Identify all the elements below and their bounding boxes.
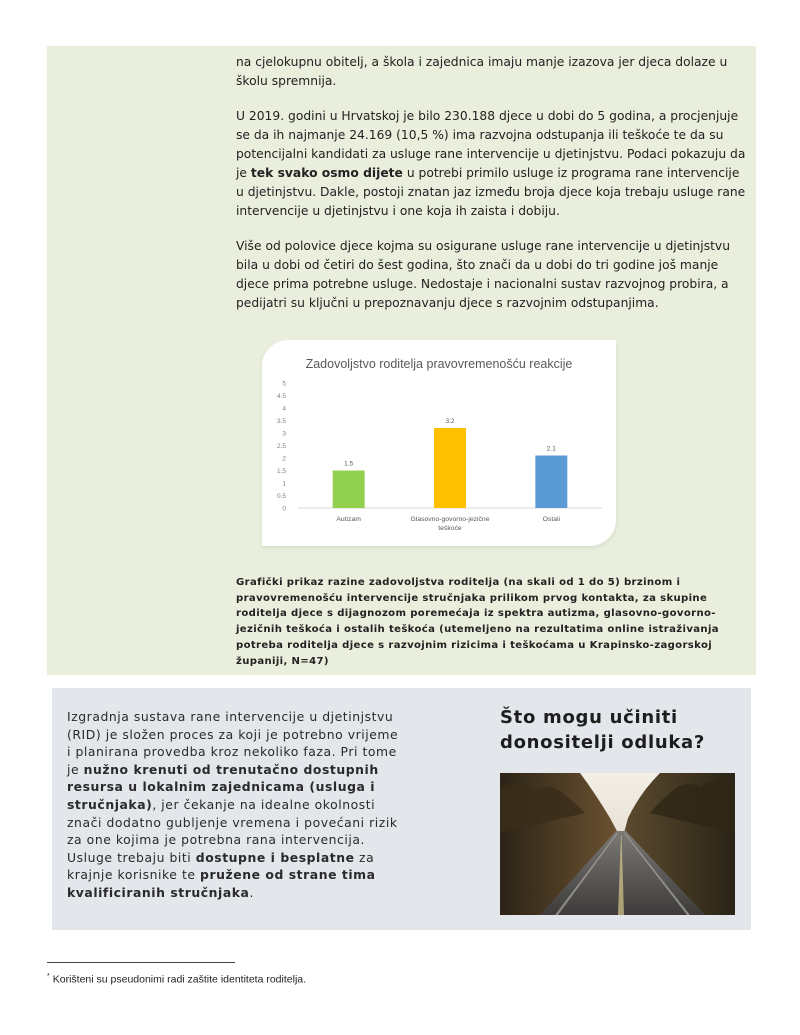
paragraph-statistics [236, 107, 746, 221]
bar [535, 456, 567, 509]
decision-makers-heading: Što mogu učiniti donositelji odluka? [500, 707, 705, 753]
x-tick-label: Autizam [336, 516, 361, 523]
chart-card [262, 340, 616, 546]
bar [333, 471, 365, 509]
bar-chart [262, 340, 616, 546]
footnote-marker: * [47, 973, 50, 980]
paragraph-age-groups: Više od polovice djece kojma su osigurane usluge rane intervencije u djetinjstvu bila u dobi od četiri do šest godina, što znači da u dobi do tri godine još manje djece prima potrebne usluge. Nedostaje i nacionalni sustav razvojnog probira, a pedijatri su ključni u prepoznavanju djece s razvojnim odstupanjima. [236, 239, 731, 310]
y-tick-label: 3.5 [276, 418, 286, 425]
y-tick-label: 1.5 [276, 468, 286, 475]
bar [434, 428, 466, 508]
policy-text-part: , jer čekanje na idealne okolnosti znači dodatno gubljenje vremena i povećani rizik za one kojima je potrebna rana intervencija. Usluge trebaju biti [67, 796, 398, 865]
highlight-text: tek svako osmo dijete [250, 166, 403, 180]
x-tick-label: teškoće [438, 525, 462, 532]
y-tick-label: 4.5 [276, 393, 286, 400]
policy-bold-part: pružene od strane tima kvalificiranih stručnjaka [67, 867, 376, 900]
policy-text [67, 708, 402, 902]
y-tick-label: 4 [282, 405, 286, 413]
y-tick-label: 0.5 [276, 493, 286, 500]
paragraph-text: u potrebi primilo usluge iz programa rane intervencije u djetinjstvu. Dakle, postoji znatan jaz između broja djece koja trebaju usluge rane intervencije u djetinjstvu i one koja ih zaista i dobiju. [236, 166, 746, 218]
footnote-divider [47, 962, 235, 963]
chart-title: Zadovoljstvo roditelja pravovremenošću reakcije [305, 357, 573, 371]
y-tick-label: 3 [282, 430, 286, 438]
chart-caption: Grafički prikaz razine zadovoljstva roditelja (na skali od 1 do 5) brzinom i pravovremenošću intervencije stručnjaka prilikom prvog kontakta, za skupine roditelja djece s dijagnozom poremećaja iz spektra autizma, glasovno-govorno-jezičnih teškoća i ostalih teškoća (utemeljeno na rezultatima online istraživanja potreba roditelja djece s razvojnim rizicima i teškoćama u Krapinsko-zagorskoj županiji, N=47) [236, 577, 719, 667]
data-label: 1.5 [344, 460, 354, 468]
footnote-text: Korišteni su pseudonimi radi zaštite identiteta roditelja. [52, 973, 307, 986]
policy-text-part: za krajnje korisnike te [67, 849, 375, 883]
y-tick-label: 1 [282, 480, 286, 488]
policy-bold-part: dostupne i besplatne [195, 849, 355, 865]
y-tick-label: 2.5 [276, 443, 286, 450]
policy-text-part: . [249, 884, 254, 900]
x-tick-label: Ostali [542, 516, 561, 523]
data-label: 2.1 [546, 445, 556, 453]
y-tick-label: 2 [282, 455, 286, 463]
policy-bold-part: nužno krenuti od trenutačno dostupnih resursa u lokalnim zajednicama (usluga i stručnjaka) [67, 761, 379, 812]
paragraph-text: U 2019. godini u Hrvatskoj je bilo 230.188 djece u dobi do 5 godina, a procjenjuje se da ih najmanje 24.169 (10,5 %) ima razvojna odstupanja ili teškoće te da su potencijalni kandidati za usluge rane intervencije u djetinjstvu. Podaci pokazuju da je [236, 109, 746, 180]
road-photo [500, 773, 735, 915]
policy-text-part: Izgradnja sustava rane intervencije u djetinjstvu (RID) je složen proces za koji je potrebno vrijeme i planirana provedba kroz nekoliko faza. Pri tome je [67, 709, 399, 777]
paragraph-intro: na cjelokupnu obitelj, a škola i zajednica imaju manje izazova jer djeca dolaze u školu spremnija. [236, 55, 728, 88]
data-label: 3.2 [445, 418, 455, 425]
y-tick-label: 0 [282, 505, 286, 513]
y-tick-label: 5 [282, 380, 286, 388]
footnote [47, 973, 306, 986]
x-tick-label: Glasovno-govorno-jezične [410, 516, 490, 523]
